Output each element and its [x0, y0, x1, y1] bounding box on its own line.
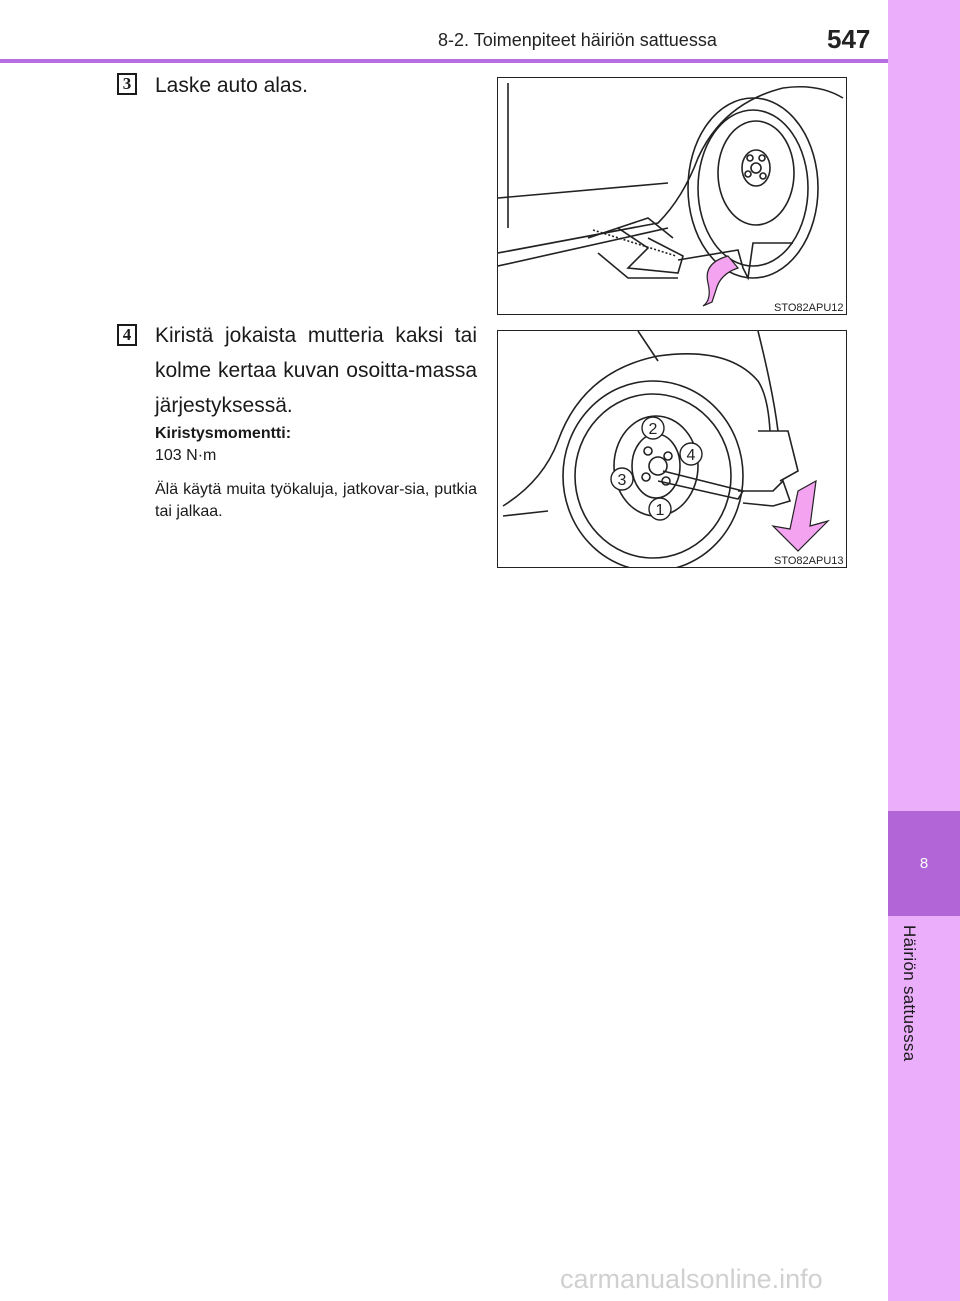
- nut-order-label: 3: [617, 472, 627, 489]
- nut-tightening-illustration: [498, 331, 847, 568]
- jack-lowering-illustration: [498, 78, 847, 315]
- nut-order-label: 1: [655, 502, 665, 519]
- nut-order-label: 4: [686, 447, 696, 464]
- nut-order-label: 2: [648, 421, 658, 438]
- figure-code: STO82APU12: [774, 302, 844, 314]
- header-divider: [0, 59, 888, 63]
- downward-arrow-icon: [773, 481, 828, 551]
- side-tab: [888, 0, 960, 1301]
- step-instruction: Laske auto alas.: [155, 74, 308, 97]
- section-title: 8-2. Toimenpiteet häiriön sattuessa: [438, 30, 717, 50]
- rotation-arrow-icon: [703, 256, 738, 306]
- warning-note: Älä käytä muita työkaluja, jatkovar-sia, putkia tai jalkaa.: [155, 481, 477, 520]
- step-number-badge: 4: [117, 324, 137, 346]
- figure-code: STO82APU13: [774, 555, 844, 567]
- torque-label: Kiristysmomentti:: [155, 425, 292, 442]
- watermark: carmanualsonline.info: [560, 1264, 823, 1294]
- figure-tighten-nuts: [497, 330, 847, 568]
- figure-lower-car: [497, 77, 847, 315]
- page-number: 547: [827, 24, 871, 54]
- torque-value: 103 N·m: [155, 447, 217, 464]
- chapter-number: 8: [919, 855, 929, 872]
- side-section-name: Häiriön sattuessa: [900, 925, 919, 1062]
- step-instruction: Kiristä jokaista mutteria kaksi tai kolme kertaa kuvan osoitta-massa järjestyksessä.: [155, 324, 477, 417]
- step-number-badge: 3: [117, 73, 137, 95]
